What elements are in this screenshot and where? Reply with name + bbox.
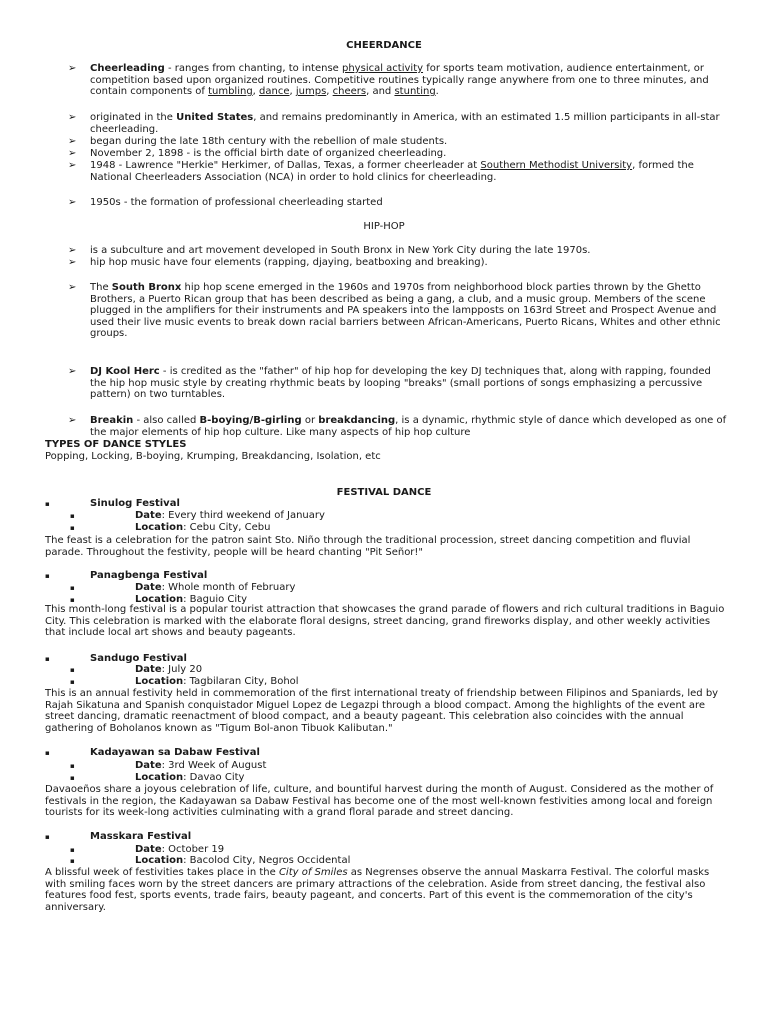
- date-label: Date: [135, 844, 162, 855]
- arrow-bullet-icon: ➢: [68, 257, 77, 268]
- cheerleading-term: Cheerleading: [90, 63, 165, 74]
- text: 1948 - Lawrence "Herkie" Herkimer, of Dallas, Texas, a former cheerleader at: [90, 160, 481, 171]
- text: as Negrenses observe the annual Maskarra Festival. The colorful masks with smiling faces worn by the street dancers are primary attractions of the celebration. Aside from street dancing, the festival also features food fest, sports events, trade fairs, beauty pageant, and concerts. Part of this event is the commemoration of the city's anniversary.: [45, 867, 710, 913]
- cheerdance-title: CHEERDANCE: [346, 40, 422, 51]
- location-label: Location: [135, 772, 184, 783]
- arrow-bullet-icon: ➢: [68, 112, 77, 123]
- jumps-link[interactable]: jumps: [295, 86, 327, 98]
- history-1898: November 2, 1898 - is the official birth date of organized cheerleading.: [90, 148, 447, 159]
- smu-link[interactable]: Southern Methodist University: [480, 160, 633, 171]
- text: - is credited as the "father" of hip hop for developing the key DJ techniques that, along with rapping, founded the hip hop music style by creating rhythmic beats by looping "breaks" (small portions of songs emphasizing a percussive pattern) on two turntables.: [90, 366, 711, 401]
- text: originated in the: [90, 112, 177, 123]
- stunting-link[interactable]: stunting: [394, 86, 436, 98]
- cheerleading-paragraph: [90, 63, 730, 98]
- masskara-name: Masskara Festival: [90, 831, 192, 842]
- text: : Davao City: [183, 772, 245, 783]
- history-1950s: 1950s - the formation of professional cheerleading started: [90, 197, 383, 208]
- arrow-bullet-icon: ➢: [68, 160, 77, 171]
- square-bullet-icon: ▪: [70, 596, 75, 604]
- text: ,: [252, 86, 260, 98]
- square-bullet-icon: ▪: [45, 749, 50, 757]
- text: - also called: [133, 415, 200, 426]
- italic-text: City of Smiles: [278, 867, 348, 878]
- text: A blissful week of festivities takes place in the: [45, 867, 279, 878]
- hiphop-elements: hip hop music have four elements (rapping, djaying, beatboxing and breaking).: [90, 257, 488, 268]
- hiphop-definition: is a subculture and art movement developed in South Bronx in New York City during the late 1970s.: [90, 245, 591, 256]
- dj-kool-herc-paragraph: [90, 366, 730, 401]
- tumbling-link[interactable]: tumbling: [208, 86, 253, 98]
- sinulog-name: Sinulog Festival: [90, 498, 180, 509]
- arrow-bullet-icon: ➢: [68, 136, 77, 147]
- square-bullet-icon: ▪: [45, 833, 50, 841]
- location-label: Location: [135, 594, 184, 605]
- square-bullet-icon: ▪: [70, 857, 75, 865]
- masskara-description: [45, 867, 725, 913]
- text: : July 20: [161, 664, 203, 675]
- history-18th-century: began during the late 18th century with the rebellion of male students.: [90, 136, 448, 147]
- sandugo-date: [135, 664, 202, 676]
- text: : Whole month of February: [161, 582, 296, 593]
- kadayawan-name: Kadayawan sa Dabaw Festival: [90, 747, 260, 758]
- location-label: Location: [135, 522, 184, 533]
- hiphop-title: HIP-HOP: [363, 221, 405, 232]
- sinulog-description: The feast is a celebration for the patron saint Sto. Niño through the traditional procession, street dancing competition and fluvial parade. Throughout the festivity, people will be heard chanting "Pit Señor!": [45, 535, 691, 558]
- text: : Every third weekend of January: [161, 510, 325, 521]
- masskara-date: [135, 844, 224, 856]
- sandugo-location: [135, 676, 299, 688]
- breakin-paragraph: [90, 415, 730, 438]
- panagbenga-date: [135, 582, 295, 594]
- text: ,: [289, 86, 296, 98]
- kadayawan-description: Davaoeños share a joyous celebration of life, culture, and bountiful harvest during the month of August. Considered as the mother of festivals in the region, the Kadayawan sa Dabaw Festival has become one of the most well-known festivities among local and foreign tourists for its week-long activities culminating with a grand floral parade and street dancing.: [45, 784, 714, 819]
- date-label: Date: [135, 664, 162, 675]
- square-bullet-icon: ▪: [70, 584, 75, 592]
- sandugo-description: This is an annual festivity held in commemoration of the first international treaty of friendship between Filipinos and Spaniards, led by Rajah Sikatuna and Spanish conquistador Miguel Lopez de Legazpi through a blood compact. Among the highlights of the event are street dancing, dramatic reenactment of blood compact, and a beauty pageant. This celebration also coincides with the annual gathering of Boholanos known as "Tigum Bol-anon Tibuok Kalibutan.": [45, 688, 719, 734]
- square-bullet-icon: ▪: [70, 666, 75, 674]
- text: : Baguio City: [183, 594, 248, 605]
- sinulog-location: [135, 522, 270, 534]
- text: : Tagbilaran City, Bohol: [183, 676, 299, 687]
- square-bullet-icon: ▪: [70, 846, 75, 854]
- arrow-bullet-icon: ➢: [68, 245, 77, 256]
- square-bullet-icon: ▪: [70, 774, 75, 782]
- text: or: [301, 415, 319, 426]
- text: - ranges from chanting, to intense: [164, 63, 342, 74]
- text: , and: [366, 86, 395, 98]
- panagbenga-name: Panagbenga Festival: [90, 570, 208, 581]
- kadayawan-location: [135, 772, 244, 784]
- text: ,: [326, 86, 333, 98]
- types-heading: TYPES OF DANCE STYLES: [45, 439, 187, 450]
- text: hip hop scene emerged in the 1960s and 1970s from neighborhood block parties thrown by the Ghetto Brothers, a Puerto Rican group that has been described as being a gang, a club, and a music group. Members of the scene plugged in the amplifiers for their instruments and PA speakers into the lampposts on 163rd Street and Prospect Avenue and used their live music events to break down racial barriers between African-Americans, Puerto Ricans, Whites and other ethnic groups.: [90, 282, 721, 340]
- types-list: Popping, Locking, B-boying, Krumping, Breakdancing, Isolation, etc: [45, 451, 381, 462]
- bold-text: breakdancing: [318, 415, 396, 426]
- kadayawan-date: [135, 760, 266, 772]
- bold-text: South Bronx: [111, 282, 182, 293]
- square-bullet-icon: ▪: [70, 512, 75, 520]
- text: , is a dynamic, rhythmic style of dance which developed as one of the major elements of hip hop culture. Like many aspects of hip hop culture: [90, 415, 727, 438]
- date-label: Date: [135, 760, 162, 771]
- text: : October 19: [161, 844, 225, 855]
- dance-link[interactable]: dance: [259, 86, 290, 98]
- square-bullet-icon: ▪: [70, 678, 75, 686]
- panagbenga-description: This month-long festival is a popular tourist attraction that showcases the grand parade of flowers and rich cultural traditions in Baguio City. This celebration is marked with the elaborate floral designs, street dancing, grand fireworks display, and other weekly activities that include local art shows and beauty pageants.: [45, 604, 725, 639]
- text: for sports team motivation, audience entertainment, or competition based upon organized routines. Competitive routines typically range anywhere from one to three minutes, and contain components of: [90, 63, 709, 98]
- arrow-bullet-icon: ➢: [68, 197, 77, 208]
- text: The: [90, 282, 112, 293]
- text: : Cebu City, Cebu: [183, 522, 271, 533]
- arrow-bullet-icon: ➢: [68, 366, 77, 377]
- square-bullet-icon: ▪: [45, 572, 50, 580]
- bold-text: Breakin: [90, 415, 134, 426]
- square-bullet-icon: ▪: [45, 655, 50, 663]
- bold-text: DJ Kool Herc: [90, 366, 160, 377]
- arrow-bullet-icon: ➢: [68, 148, 77, 159]
- date-label: Date: [135, 510, 162, 521]
- text: .: [435, 86, 439, 98]
- festival-title: FESTIVAL DANCE: [336, 487, 432, 498]
- sinulog-date: [135, 510, 325, 522]
- square-bullet-icon: ▪: [70, 524, 75, 532]
- location-label: Location: [135, 855, 184, 866]
- physical-activity-link[interactable]: physical activity: [342, 63, 424, 74]
- square-bullet-icon: ▪: [70, 762, 75, 770]
- origin-paragraph: [90, 112, 730, 135]
- history-1948: [90, 160, 730, 183]
- masskara-location: [135, 855, 350, 867]
- text: , formed the National Cheerleaders Association (NCA) in order to hold clinics for cheerleading.: [90, 160, 694, 183]
- bold-text: B-boying/B-girling: [199, 415, 302, 426]
- square-bullet-icon: ▪: [45, 500, 50, 508]
- arrow-bullet-icon: ➢: [68, 282, 77, 293]
- sandugo-name: Sandugo Festival: [90, 653, 187, 664]
- location-label: Location: [135, 676, 184, 687]
- text: : Bacolod City, Negros Occidental: [183, 855, 351, 866]
- text: , and remains predominantly in America, with an estimated 1.5 million participants in all-star cheerleading.: [90, 112, 720, 135]
- date-label: Date: [135, 582, 162, 593]
- arrow-bullet-icon: ➢: [68, 415, 77, 426]
- arrow-bullet-icon: ➢: [68, 63, 77, 74]
- south-bronx-paragraph: [90, 282, 730, 340]
- bold-text: United States: [176, 112, 254, 123]
- cheers-link[interactable]: cheers: [332, 86, 367, 98]
- text: : 3rd Week of August: [161, 760, 267, 771]
